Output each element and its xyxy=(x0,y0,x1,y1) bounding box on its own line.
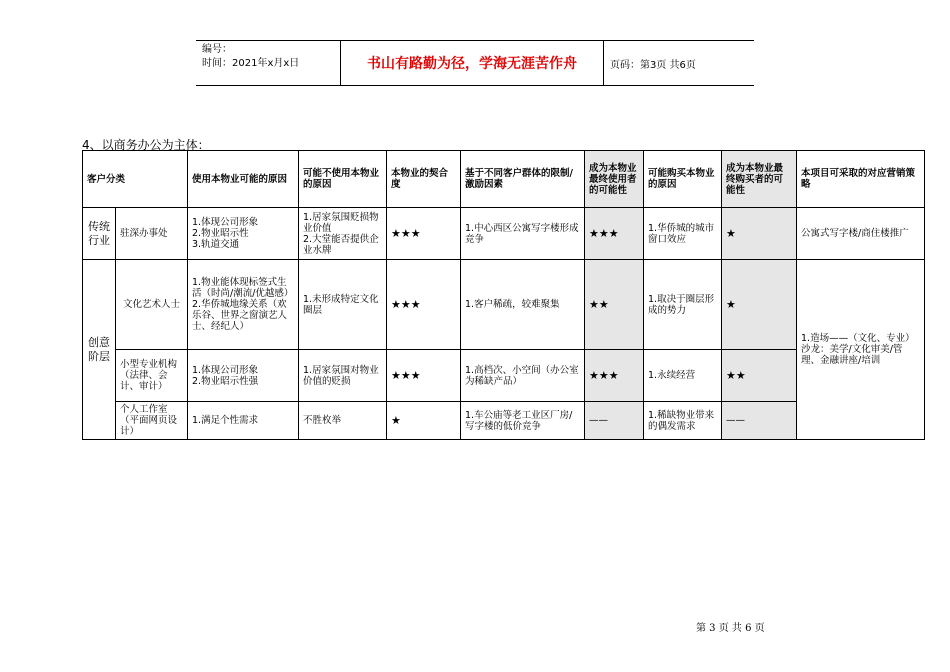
document-time-label: 时间：2021年x月x日 xyxy=(202,58,300,69)
header-reasons-not-use: 可能不使用本物业的原因 xyxy=(299,151,387,208)
page-footer: 第 3 页 共 6 页 xyxy=(696,623,765,634)
segment-cell: 小型专业机构（法律、会计、审计） xyxy=(116,350,188,402)
factors-cell: 1.车公庙等老工业区厂房/写字楼的低价竞争 xyxy=(461,402,585,440)
final-use-rating-cell: ★★★ xyxy=(585,208,644,260)
use-reasons-cell: 1.体现公司形象 2.物业昭示性 3.轨道交通 xyxy=(188,208,299,260)
header-reasons-use: 使用本物业可能的原因 xyxy=(188,151,299,208)
final-buy-rating-cell: —— xyxy=(722,402,797,440)
factors-cell: 1.中心西区公寓写字楼形成竞争 xyxy=(461,208,585,260)
fit-rating-cell: ★ xyxy=(387,402,461,440)
strategy-cell: 1.造场——（文化、专业）沙龙：美学/文化审美/管理、金融讲座/培训 xyxy=(797,260,925,440)
final-use-rating-cell: ★★★ xyxy=(585,350,644,402)
segment-cell: 文化艺术人士 xyxy=(116,260,188,350)
use-reasons-cell: 1.满足个性需求 xyxy=(188,402,299,440)
not-use-reasons-cell: 1.未形成特定文化圈层 xyxy=(299,260,387,350)
final-use-rating-cell: ★★ xyxy=(585,260,644,350)
factors-cell: 1.高档次、小空间（办公室为稀缺产品） xyxy=(461,350,585,402)
header-final-buy: 成为本物业最终购买者的可能性 xyxy=(722,151,797,208)
final-use-rating-cell: —— xyxy=(585,402,644,440)
group-traditional: 传统行业 xyxy=(83,208,116,260)
header-factors: 基于不同客户群体的限制/激励因素 xyxy=(461,151,585,208)
segment-cell: 驻深办事处 xyxy=(116,208,188,260)
not-use-reasons-cell: 1.居家氛围贬损物业价值 2.大堂能否提供企业水牌 xyxy=(299,208,387,260)
use-reasons-cell: 1.物业能体现标签式生活（时尚/潮流/优越感） 2.华侨城地缘关系（欢乐谷、世界之窗演艺人士、经纪人） xyxy=(188,260,299,350)
not-use-reasons-cell: 不胜枚举 xyxy=(299,402,387,440)
header-reasons-buy: 可能购买本物业的原因 xyxy=(644,151,722,208)
buy-reasons-cell: 1.稀缺物业带来的偶发需求 xyxy=(644,402,722,440)
factors-cell: 1.客户稀疏，较难聚集 xyxy=(461,260,585,350)
table-row xyxy=(83,260,925,350)
not-use-reasons-cell: 1.居家氛围对物业价值的贬损 xyxy=(299,350,387,402)
table-row xyxy=(83,208,925,260)
final-buy-rating-cell: ★ xyxy=(722,260,797,350)
group-creative: 创意阶层 xyxy=(83,260,116,440)
table-header-row xyxy=(83,151,925,208)
page-header xyxy=(196,40,754,86)
fit-rating-cell: ★★★ xyxy=(387,260,461,350)
section-title: 4、以商务办公为主体： xyxy=(82,138,210,152)
header-strategy: 本项目可采取的对应营销策略 xyxy=(797,151,925,208)
header-page-label: 页码：第3页 共6页 xyxy=(610,59,696,71)
final-buy-rating-cell: ★ xyxy=(722,208,797,260)
buy-reasons-cell: 1.取决于圈层形成的势力 xyxy=(644,260,722,350)
segment-cell: 个人工作室（平面网页设计） xyxy=(116,402,188,440)
final-buy-rating-cell: ★★ xyxy=(722,350,797,402)
header-slogan: 书山有路勤为径，学海无涯苦作舟 xyxy=(340,41,604,85)
header-final-use: 成为本物业最终使用者的可能性 xyxy=(585,151,644,208)
fit-rating-cell: ★★★ xyxy=(387,350,461,402)
use-reasons-cell: 1.体现公司形象 2.物业昭示性强 xyxy=(188,350,299,402)
fit-rating-cell: ★★★ xyxy=(387,208,461,260)
buy-reasons-cell: 1.永续经营 xyxy=(644,350,722,402)
document-number-label: 编号： xyxy=(202,44,232,55)
header-fit: 本物业的契合度 xyxy=(387,151,461,208)
strategy-cell: 公寓式写字楼/商住楼推广 xyxy=(797,208,925,260)
buy-reasons-cell: 1.华侨城的城市窗口效应 xyxy=(644,208,722,260)
header-customer-class: 客户分类 xyxy=(83,151,188,208)
header-meta xyxy=(196,41,340,85)
customer-analysis-table xyxy=(82,150,925,440)
